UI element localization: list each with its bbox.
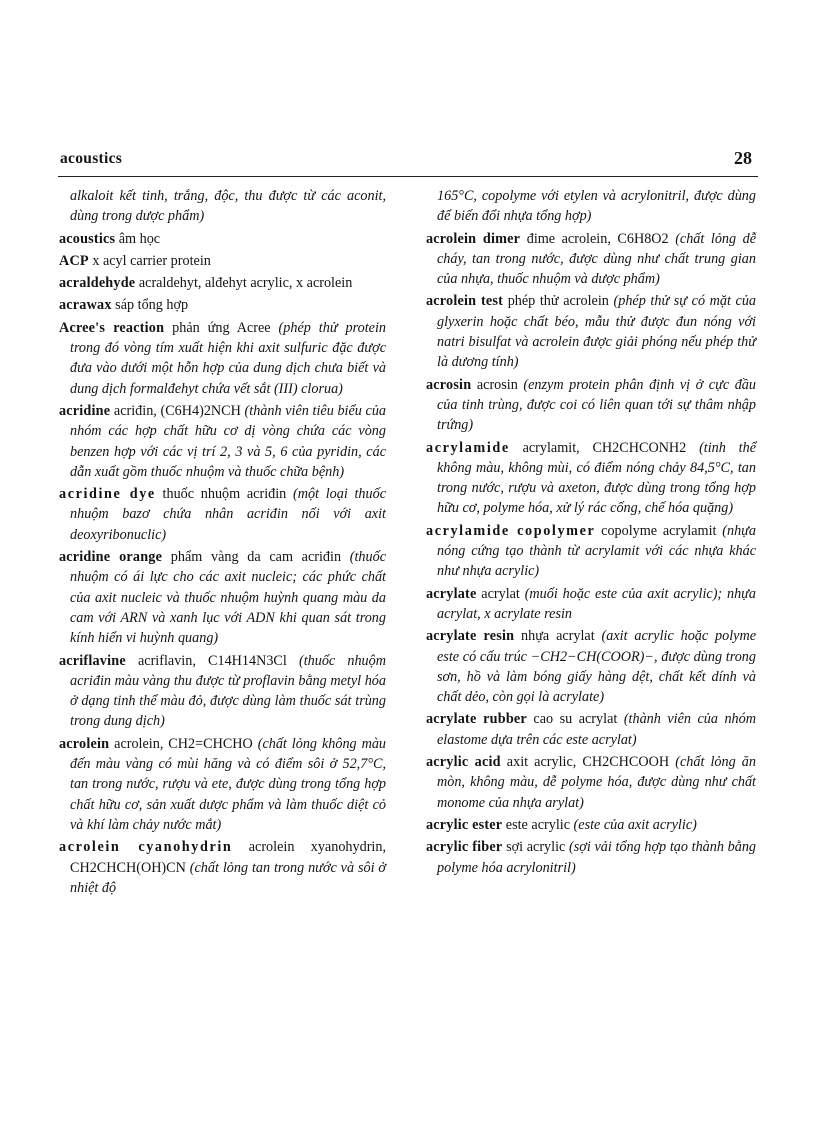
entry-note: (enzym protein phân định vị ở cực đầu của tinh trùng, được coi có liên quan tới sự thâm nhập trứng) (437, 376, 756, 434)
entry-term: acrolein dimer (426, 230, 521, 247)
entry-term: acrawax (59, 297, 112, 314)
continuation-text: 165°C, copolyme với etylen và acrylonitril, được dùng để biến đổi nhựa tổng hợp) (437, 188, 756, 225)
entry-definition: acriflavin, C14H14N3Cl (137, 652, 287, 669)
entry-note: (phép thử sự có mặt của glyxerin hoặc chất béo, mẫu thử được đun nóng với natri bisulfat và acrolein được giải phóng nếu phép thử là dương tính) (437, 293, 757, 371)
entry-term: acriflavine (59, 652, 126, 669)
entry-term: Acree's reaction (59, 319, 165, 336)
entry-note: (một loại thuốc nhuộm bazơ chứa nhân acriđin nối với axit deoxyribonuclic) (70, 486, 386, 543)
entry-term: acrylic fiber (426, 839, 503, 856)
entry-definition: đime acrolein, C6H8O2 (526, 230, 669, 247)
entry-term: acrylate rubber (426, 711, 527, 728)
dictionary-entry (59, 837, 386, 898)
entry-term: acrylic acid (426, 754, 501, 771)
entry-term: acrolein (59, 735, 110, 752)
entry-definition: acrolein, CH2=CHCHO (114, 735, 253, 752)
running-header (58, 150, 758, 177)
dictionary-entry (426, 626, 756, 707)
entry-term: acrolein test (426, 293, 504, 310)
entry-definition: acrylamit, CH2CHCONH2 (522, 439, 687, 456)
entry-definition: este acrylic (505, 816, 570, 833)
entry-term: acrylamide (426, 439, 510, 456)
entry-note: (nhựa nóng cứng tạo thành từ acrylamit với các nhựa khác như nhựa acrylic) (437, 522, 756, 580)
entry-term: acrylamide copolymer (426, 522, 596, 539)
entry-definition: acrosin (476, 376, 518, 393)
entry-note: (sợi vải tổng hợp tạo thành bằng polyme hóa acrylonitril) (437, 839, 757, 876)
dictionary-entry (426, 815, 756, 835)
dictionary-entry (59, 273, 386, 293)
entry-note: (thành viên tiêu biểu của nhóm các hợp chất hữu cơ dị vòng chứa các vòng benzen hợp với các vị trí 2, 3 và 5, 6 của pyridin, các dẫn xuất gồm thuốc nhuộm và thuốc chữa bệnh) (70, 402, 387, 480)
dictionary-entry (59, 318, 386, 399)
page-number: 28 (734, 148, 752, 168)
entry-definition: acrolein xyanohydrin, CH2CHCH(OH)CN (70, 839, 387, 876)
entry-definition: acriđin, (C6H4)2NCH (113, 402, 241, 419)
entry-definition: thuốc nhuộm acriđin (162, 486, 287, 503)
entry-note: (tinh thể không màu, không mùi, có điểm nóng chảy 84,5°C, tan trong nước, rượu và axeton, được dùng trong tổng hợp hữu cơ, polyme hóa, xử lý rác cống, chế hóa quặng) (437, 439, 756, 517)
entry-note: (chất lỏng dễ cháy, tan trong nước, được dùng như chất trung gian của nhựa, thuốc nhuộm và dược phẩm) (437, 230, 757, 288)
entry-term: acraldehyde (59, 275, 136, 292)
entry-note: (axit acrylic hoặc polyme este có cấu trúc −CH2−CH(COOR)−, được dùng trong sơn, hồ và làm bóng giấy hàng dệt, chất kết dính và chất dẻo, còn gọi là acrylate) (437, 628, 757, 706)
entry-note: (este của axit acrylic) (573, 816, 697, 833)
entry-note: (chất lỏng tan trong nước và sôi ở nhiệt độ (70, 859, 386, 896)
dictionary-entry (426, 438, 756, 519)
entry-term: ACP (59, 252, 89, 269)
entry-definition: sợi acrylic (506, 839, 566, 856)
entry-term: acrylate (426, 585, 477, 602)
dictionary-entry (426, 291, 756, 372)
dictionary-entry (426, 375, 756, 436)
entry-definition: cao su acrylat (533, 711, 618, 728)
entry-term: acrylate resin (426, 628, 515, 645)
entry-term: acrylic ester (426, 816, 503, 833)
left-column (59, 186, 386, 900)
entry-definition: phẩm vàng da cam acriđin (170, 549, 342, 566)
dictionary-entry (426, 709, 756, 750)
dictionary-entry (59, 229, 386, 249)
entry-note: (thuốc nhuộm có ái lực cho các axit nucleic; các phức chất của axit nucleic và thuốc nhuộm huỳnh quang màu da cam với ARN và xanh lục với ADN khi quan sát trong kính hiển vi huỳnh quang) (70, 549, 386, 647)
dictionary-entry (59, 734, 386, 835)
dictionary-entry (59, 547, 386, 648)
entry-definition: copolyme acrylamit (601, 522, 717, 539)
right-column (426, 186, 756, 880)
dictionary-entry (59, 484, 386, 545)
entry-term: acridine dye (59, 486, 156, 503)
continuation-text: alkaloit kết tinh, trắng, độc, thu được từ các aconit, dùng trong dược phẩm) (70, 188, 386, 225)
entry-definition: phép thử acrolein (507, 293, 609, 310)
entry-definition: acraldehyt, alđehyt acrylic, x acrolein (138, 275, 353, 292)
entry-term: acrosin (426, 376, 472, 393)
entry-term: acridine orange (59, 549, 163, 566)
left-entries (59, 229, 386, 899)
dictionary-entry (426, 521, 756, 582)
entry-note: (muối hoặc este của axit acrylic); nhựa acrylat, x acrylate resin (437, 585, 757, 622)
running-head-word: acoustics (60, 150, 123, 167)
dictionary-entry (59, 401, 386, 482)
entry-definition: phản ứng Acree (172, 319, 271, 336)
dictionary-entry (59, 295, 386, 315)
entry-definition: sáp tổng hợp (115, 297, 189, 314)
entry-note: (phép thử protein trong đó vòng tím xuất hiện khi axit sulfuric đặc được đưa vào dưới một hỗn hợp của dung dịch chưa biết và dung dịch formalđehyt chứa vết sắt (III) clorua) (70, 319, 386, 397)
entry-note: (chất lỏng không màu đến màu vàng có mùi hăng và có điểm sôi ở 52,7°C, tan trong nước, rượu và ete, được dùng trong tổng hợp chất hữu cơ, sản xuất dược phẩm và làm thuốc diệt cỏ và khí làm chảy nước mắt) (70, 735, 387, 833)
entry-definition: x acyl carrier protein (92, 252, 211, 269)
dictionary-entry (426, 752, 756, 813)
entry-note: (chất lỏng ăn mòn, không màu, dễ polyme hóa, được dùng như chất monome của nhựa arylat) (437, 754, 756, 811)
entry-definition: acrylat (481, 585, 520, 602)
entry-note: (thành viên của nhóm elastome dựa trên các este acrylat) (437, 711, 756, 748)
entry-term: acridine (59, 402, 111, 419)
dictionary-entry (426, 584, 756, 625)
entry-definition: nhựa acrylat (521, 628, 595, 645)
entry-term: acrolein cyanohydrin (59, 839, 233, 856)
dictionary-entry (426, 229, 756, 290)
dictionary-entry (59, 651, 386, 732)
entry-definition: axit acrylic, CH2CHCOOH (506, 754, 670, 771)
entry-definition: âm học (118, 230, 161, 247)
entry-term: acoustics (59, 230, 116, 247)
dictionary-entry (426, 837, 756, 878)
entry-note: (thuốc nhuộm acriđin màu vàng thu được từ proflavin bằng metyl hóa ở dạng tinh thể màu đỏ, được dùng làm thuốc sát trùng trong dung dịch) (70, 652, 386, 730)
right-entries (426, 229, 756, 878)
dictionary-entry (59, 251, 386, 271)
